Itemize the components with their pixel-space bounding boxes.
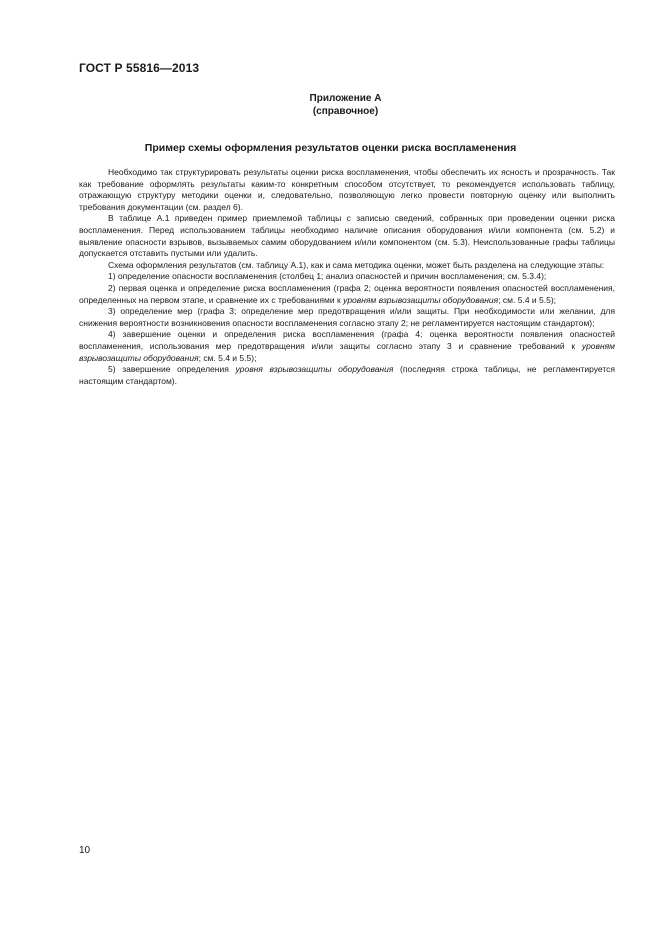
section-title: Пример схемы оформления результатов оценки риска воспламенения (144, 142, 517, 154)
annex-subtitle: (справочное) (312, 106, 379, 117)
document-code: ГОСТ Р 55816—2013 (79, 61, 200, 75)
paragraph-stages-intro: Схема оформления результатов (см. таблицу А.1), как и сама методика оценки, может быть разделена на следующие этапы: (108, 259, 605, 270)
paragraph-intro: Необходимо так структурировать результаты оценки риска воспламенения, чтобы обеспечить их ясность и прозрачность. Так как требование оформлять результаты каким-то конкретным способом отсутствует, то рекомендуется использовать таблицу, отражающую структуру методики оценки и, следовательно, позволяющую легко провести повторную оценку или выполнить требования документации (см. раздел 6). (79, 167, 615, 212)
list-item-stage-3: 3) определение мер (графа 3; определение мер предотвращения и/или защиты. При необходимости или желании, для снижения вероятности возникновения опасности воспламенения согласно этапу 2; не регламентируется настоящим стандартом); (79, 306, 615, 328)
annex-title: Приложение А (309, 93, 382, 104)
list-item-stage-4: 4) завершение оценки и определения риска воспламенения (графа 4; оценка вероятности появления опасностей воспламенения, использования мер предотвращения и/или защиты согласно этапу 3 и сравнение требований к уровням взрывозащиты оборудования; см. 5.4 и 5.5); (79, 329, 615, 363)
list-item-stage-5: 5) завершение определения уровня взрывозащиты оборудования (последняя строка таблицы, не регламентируется настоящим стандартом). (79, 364, 615, 386)
list-item-stage-1: 1) определение опасности воспламенения (столбец 1; анализ опасностей и причин воспламенения; см. 5.3.4); (108, 271, 547, 282)
annex-heading (0, 92, 661, 118)
list-item-stage-2: 2) первая оценка и определение риска воспламенения (графа 2; оценка вероятности появления опасностей воспламенения, определенных на первом этапе, и сравнение их с требованиями к уровням взрывозащиты оборудования; см. 5.4 и 5.5); (79, 282, 615, 305)
paragraph-table-example: В таблице А.1 приведен пример приемлемой таблицы с записью сведений, собранных при проведении оценки риска воспламенения. Перед использованием таблицы необходимо наличие описания оборудования и/или компонента (см. 5.2) и выявление опасности взрывов, вызываемых самим оборудованием и/или компонентом (см. 5.3). Неиспользованные графы таблицы допускается отставить пустыми или удалить. (79, 213, 615, 259)
body-text (79, 167, 615, 387)
page-number: 10 (79, 845, 91, 856)
